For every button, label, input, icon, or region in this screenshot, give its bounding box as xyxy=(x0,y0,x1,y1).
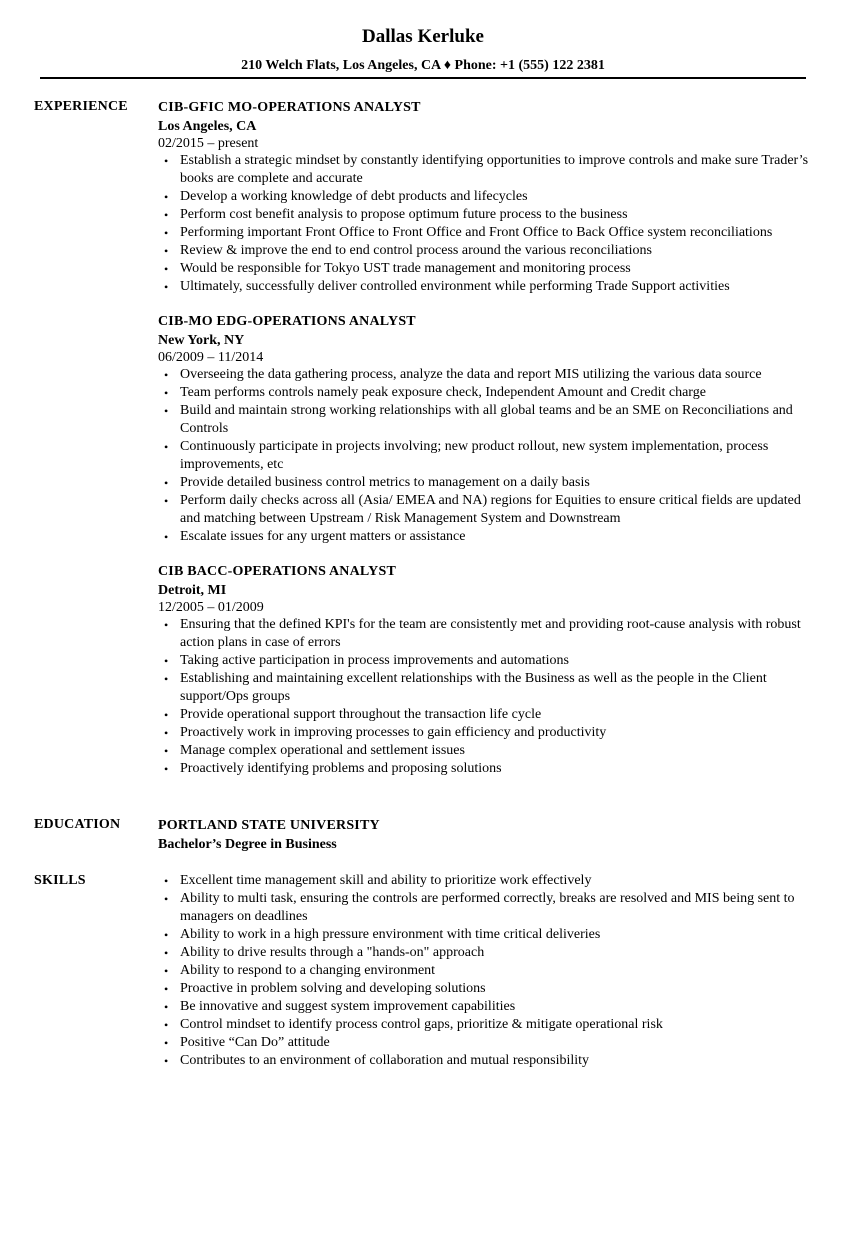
job-bullet-text: Ultimately, successfully deliver controlled environment while performing Trade Support activities xyxy=(180,279,730,294)
job-bullet-item xyxy=(158,724,818,742)
skill-item xyxy=(158,1034,818,1052)
education-degree: Bachelor’s Degree in Business xyxy=(158,837,337,852)
job-bullet-item xyxy=(158,438,818,474)
skill-text: Ability to multi task, ensuring the controls are performed correctly, breaks are resolved and MIS being sent to managers on deadlines xyxy=(180,891,795,924)
job-bullet-text: Review & improve the end to end control process around the various reconciliations xyxy=(180,243,652,258)
section-title-experience: EXPERIENCE xyxy=(34,99,128,114)
bullet-dot-icon: • xyxy=(164,618,169,632)
bullet-dot-icon: • xyxy=(164,262,169,276)
job-bullet-item xyxy=(158,278,818,296)
skill-text: Contributes to an environment of collaboration and mutual responsibility xyxy=(180,1053,590,1068)
job-bullet-list xyxy=(158,152,818,296)
skill-item xyxy=(158,1052,818,1070)
bullet-dot-icon: • xyxy=(164,368,169,382)
bullet-dot-icon: • xyxy=(164,226,169,240)
skill-text: Positive “Can Do” attitude xyxy=(180,1035,330,1050)
bullet-dot-icon: • xyxy=(164,1036,169,1050)
job-dates: 02/2015 – present xyxy=(158,136,259,151)
skill-item xyxy=(158,890,818,926)
job-bullet-item xyxy=(158,206,818,224)
job-bullet-text: Manage complex operational and settlement issues xyxy=(180,743,465,758)
job-bullet-text: Provide operational support throughout the transaction life cycle xyxy=(180,707,542,722)
resume-header xyxy=(40,26,806,75)
job-bullet-item xyxy=(158,760,818,778)
job-bullet-text: Escalate issues for any urgent matters or assistance xyxy=(180,529,466,544)
bullet-dot-icon: • xyxy=(164,946,169,960)
job-bullet-text: Develop a working knowledge of debt products and lifecycles xyxy=(180,189,528,204)
job-bullet-text: Would be responsible for Tokyo UST trade management and monitoring process xyxy=(180,261,631,276)
job-bullet-item xyxy=(158,652,818,670)
bullet-dot-icon: • xyxy=(164,154,169,168)
job-bullet-text: Continuously participate in projects involving; new product rollout, new system implementation, process improvements, etc xyxy=(180,439,769,472)
job-bullet-text: Performing important Front Office to Front Office and Front Office to Back Office system reconciliations xyxy=(180,225,773,240)
skill-item xyxy=(158,926,818,944)
section-title-skills: SKILLS xyxy=(34,873,86,888)
job-location: Detroit, MI xyxy=(158,583,227,598)
skill-text: Ability to work in a high pressure environment with time critical deliveries xyxy=(180,927,601,942)
header-divider xyxy=(40,77,806,79)
job-title: CIB-GFIC MO-OPERATIONS ANALYST xyxy=(158,100,421,115)
job-bullet-text: Taking active participation in process improvements and automations xyxy=(180,653,569,668)
contact-line: 210 Welch Flats, Los Angeles, CA ♦ Phone: +1 (555) 122 2381 xyxy=(241,58,605,73)
job-bullet-item xyxy=(158,474,818,492)
job-bullet-text: Ensuring that the defined KPI's for the team are consistently met and providing root-cause analysis with robust action plans in case of errors xyxy=(180,617,801,650)
section-title-education: EDUCATION xyxy=(34,817,121,832)
skill-text: Ability to respond to a changing environment xyxy=(180,963,436,978)
job-entry xyxy=(158,98,818,296)
bullet-dot-icon: • xyxy=(164,530,169,544)
job-bullet-item xyxy=(158,242,818,260)
education-body xyxy=(158,816,818,854)
skill-item xyxy=(158,872,818,890)
job-bullet-item xyxy=(158,616,818,652)
bullet-dot-icon: • xyxy=(164,404,169,418)
skill-item xyxy=(158,998,818,1016)
bullet-dot-icon: • xyxy=(164,476,169,490)
bullet-dot-icon: • xyxy=(164,672,169,686)
job-bullet-item xyxy=(158,188,818,206)
job-bullet-text: Establish a strategic mindset by constantly identifying opportunities to improve controls and make sure Trader’s books are complete and accurate xyxy=(180,153,809,186)
job-bullet-text: Team performs controls namely peak exposure check, Independent Amount and Credit charge xyxy=(180,385,706,400)
bullet-dot-icon: • xyxy=(164,244,169,258)
bullet-dot-icon: • xyxy=(164,982,169,996)
bullet-dot-icon: • xyxy=(164,874,169,888)
skill-item xyxy=(158,980,818,998)
bullet-dot-icon: • xyxy=(164,386,169,400)
job-bullet-item xyxy=(158,402,818,438)
bullet-dot-icon: • xyxy=(164,190,169,204)
job-dates: 06/2009 – 11/2014 xyxy=(158,350,264,365)
skill-text: Be innovative and suggest system improvement capabilities xyxy=(180,999,516,1014)
job-bullet-text: Proactively work in improving processes to gain efficiency and productivity xyxy=(180,725,607,740)
experience-body xyxy=(158,98,818,778)
job-entry xyxy=(158,312,818,546)
bullet-dot-icon: • xyxy=(164,440,169,454)
job-bullet-text: Proactively identifying problems and proposing solutions xyxy=(180,761,502,776)
bullet-dot-icon: • xyxy=(164,280,169,294)
job-bullet-item xyxy=(158,260,818,278)
skill-text: Ability to drive results through a "hands-on" approach xyxy=(180,945,485,960)
candidate-name: Dallas Kerluke xyxy=(362,26,484,47)
job-bullet-item xyxy=(158,742,818,760)
job-title: CIB-MO EDG-OPERATIONS ANALYST xyxy=(158,314,416,329)
bullet-dot-icon: • xyxy=(164,208,169,222)
bullet-dot-icon: • xyxy=(164,762,169,776)
bullet-dot-icon: • xyxy=(164,1000,169,1014)
bullet-dot-icon: • xyxy=(164,726,169,740)
job-location: Los Angeles, CA xyxy=(158,119,257,134)
job-bullet-list xyxy=(158,616,818,778)
job-bullet-text: Perform daily checks across all (Asia/ EMEA and NA) regions for Equities to ensure critical fields are updated and matching between Upstream / Risk Management System and Downstream xyxy=(180,493,801,526)
bullet-dot-icon: • xyxy=(164,964,169,978)
education-school: PORTLAND STATE UNIVERSITY xyxy=(158,818,380,833)
job-bullet-item xyxy=(158,366,818,384)
skill-text: Proactive in problem solving and developing solutions xyxy=(180,981,486,996)
bullet-dot-icon: • xyxy=(164,494,169,508)
job-bullet-item xyxy=(158,152,818,188)
job-bullet-item xyxy=(158,670,818,706)
job-bullet-text: Build and maintain strong working relationships with all global teams and be an SME on Reconciliations and Controls xyxy=(180,403,793,436)
bullet-dot-icon: • xyxy=(164,928,169,942)
job-bullet-item xyxy=(158,224,818,242)
job-bullet-text: Establishing and maintaining excellent relationships with the Business as well as the people in the Client support/Ops groups xyxy=(180,671,767,704)
bullet-dot-icon: • xyxy=(164,1018,169,1032)
skill-item xyxy=(158,1016,818,1034)
skill-text: Excellent time management skill and ability to prioritize work effectively xyxy=(180,873,592,888)
job-bullet-text: Overseeing the data gathering process, analyze the data and report MIS utilizing the various data source xyxy=(180,367,762,382)
skill-text: Control mindset to identify process control gaps, prioritize & mitigate operational risk xyxy=(180,1017,663,1032)
job-bullet-list xyxy=(158,366,818,546)
bullet-dot-icon: • xyxy=(164,1054,169,1068)
job-dates: 12/2005 – 01/2009 xyxy=(158,600,264,615)
skill-item xyxy=(158,962,818,980)
skill-item xyxy=(158,944,818,962)
job-bullet-text: Perform cost benefit analysis to propose optimum future process to the business xyxy=(180,207,628,222)
job-bullet-item xyxy=(158,384,818,402)
job-bullet-item xyxy=(158,528,818,546)
job-entry xyxy=(158,562,818,778)
job-location: New York, NY xyxy=(158,333,245,348)
skills-list xyxy=(158,872,818,1070)
bullet-dot-icon: • xyxy=(164,708,169,722)
skills-body xyxy=(158,872,818,1070)
job-bullet-item xyxy=(158,706,818,724)
bullet-dot-icon: • xyxy=(164,654,169,668)
job-title: CIB BACC-OPERATIONS ANALYST xyxy=(158,564,397,579)
bullet-dot-icon: • xyxy=(164,892,169,906)
job-bullet-text: Provide detailed business control metrics to management on a daily basis xyxy=(180,475,590,490)
job-bullet-item xyxy=(158,492,818,528)
bullet-dot-icon: • xyxy=(164,744,169,758)
